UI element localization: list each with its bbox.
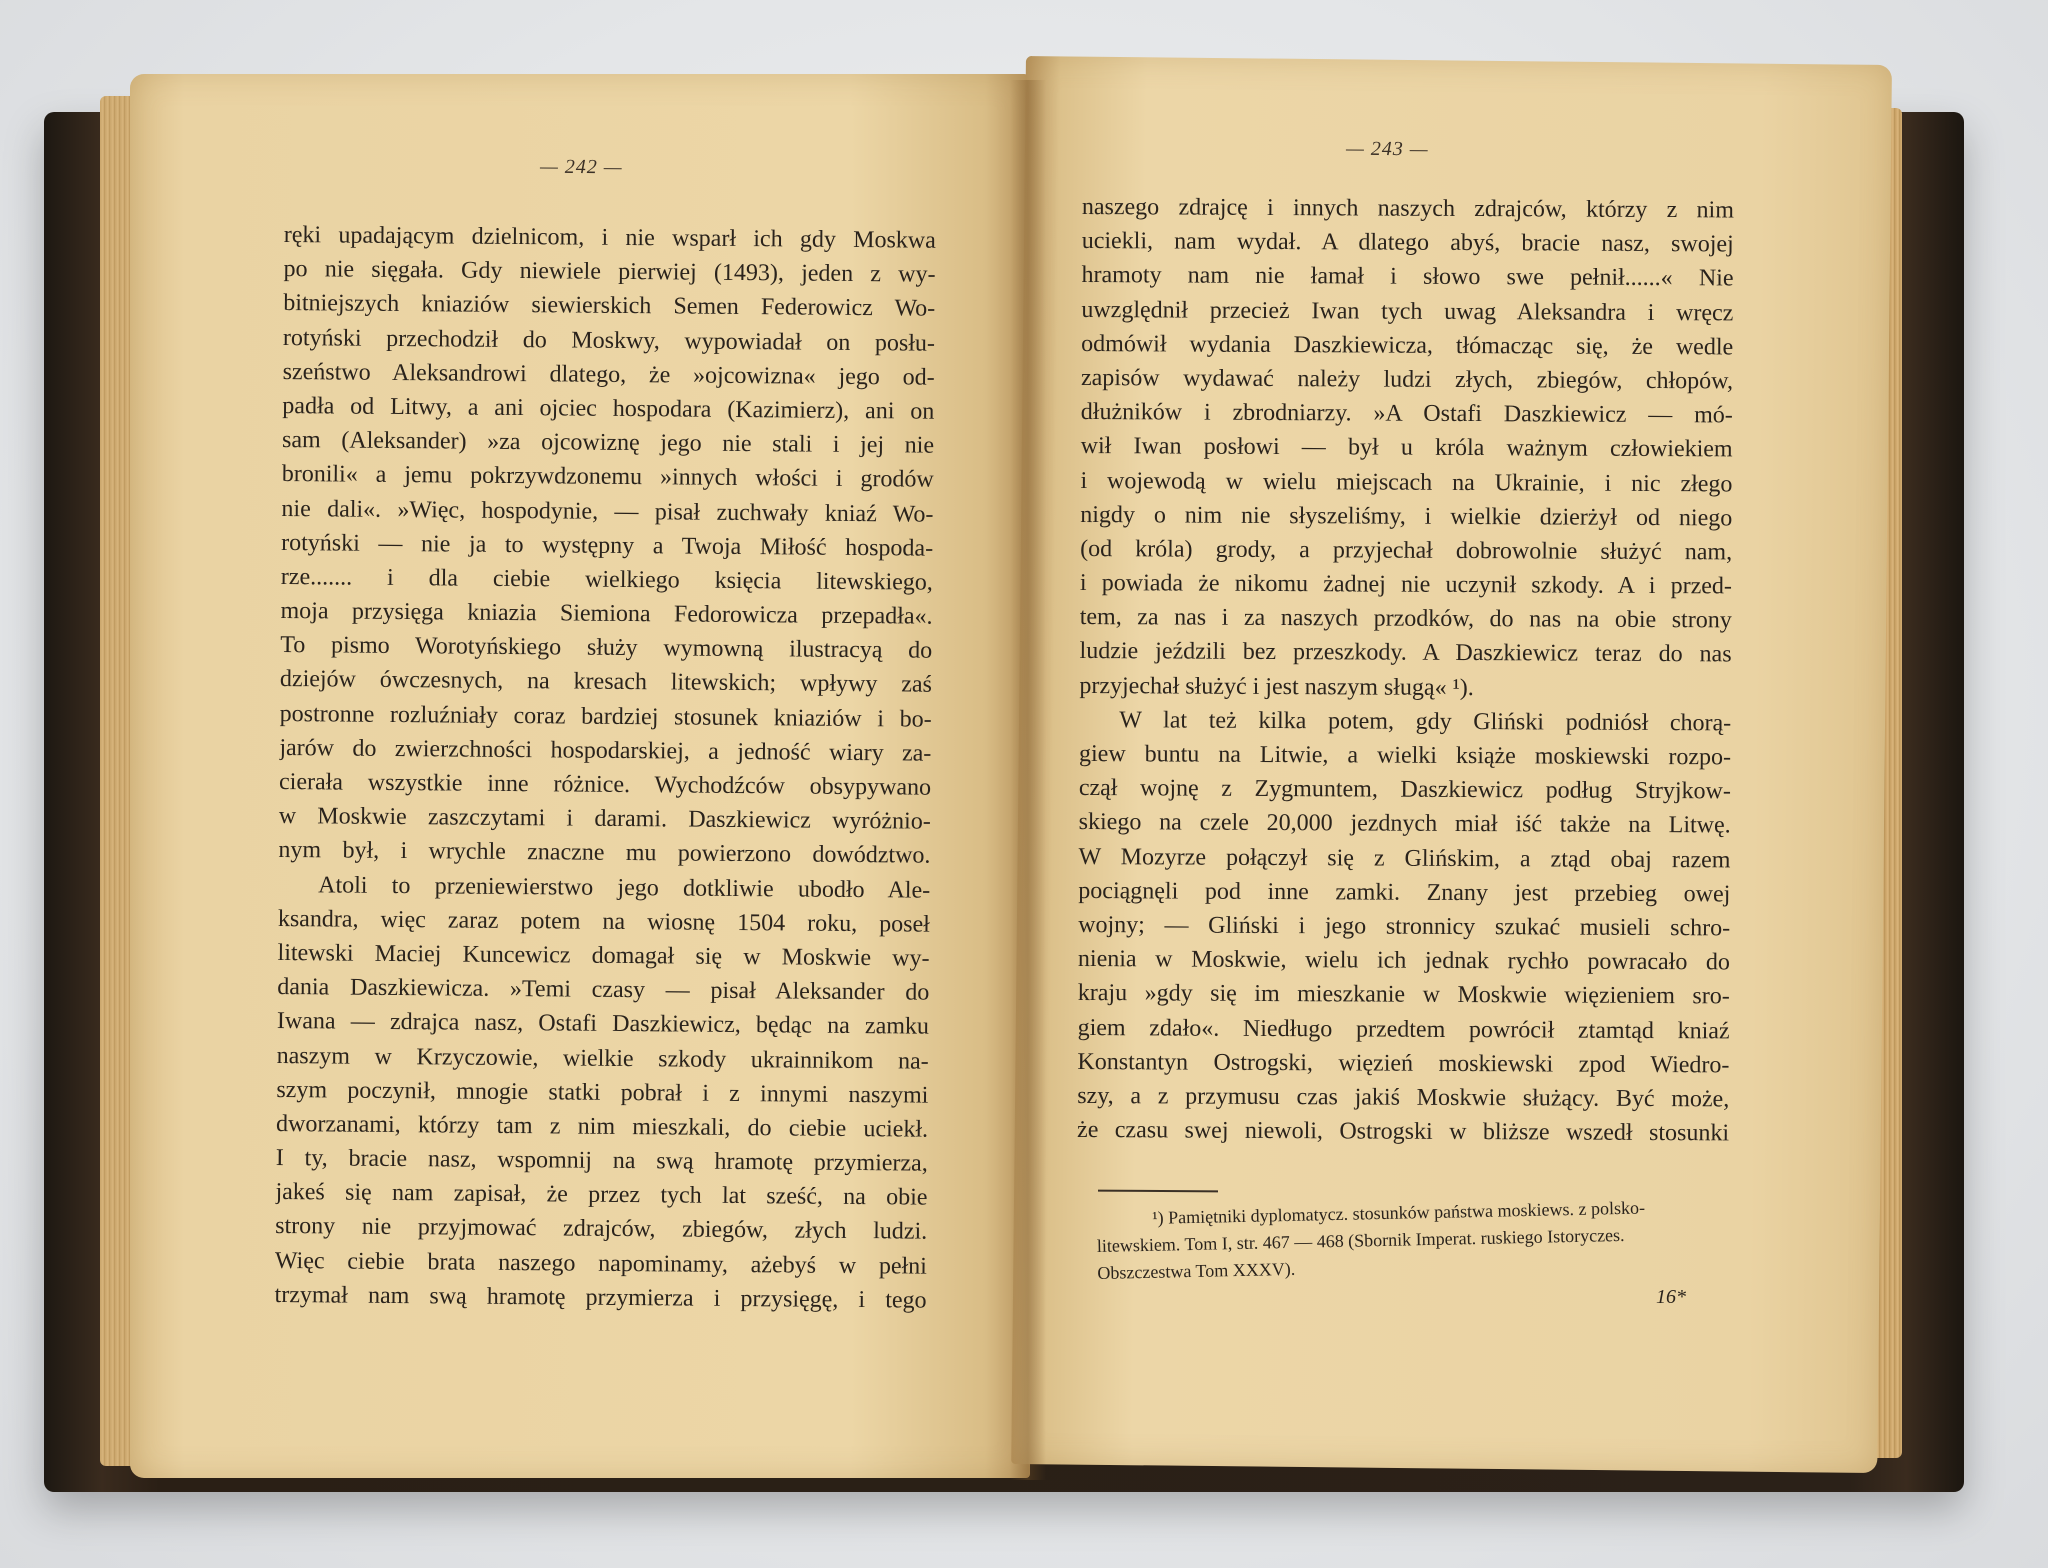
text-line: W lat też kilka potem, gdy Gliński podniósł chorą-	[1119, 707, 1732, 737]
text-line: skiego na czele 20,000 jezdnych miał iść także na Litwę.	[1078, 809, 1731, 839]
text-line: To pismo Worotyńskiego służy wymowną ilustracyą do	[280, 632, 933, 664]
text-line: dziejów ówczesnych, na kresach litewskich; wpływy zaś	[279, 666, 933, 699]
text-line: rotyński przechodził do Moskwy, wypowiadał on posłu-	[282, 324, 936, 357]
text-line: hramoty nam nie łamał i słowo swe pełnił......« Nie	[1081, 262, 1734, 292]
text-line: i powiada że nikomu żadnej nie uczynił szkody. A i przed-	[1079, 570, 1733, 600]
text-line: szeństwo Aleksandrowi dlatego, że »ojcowizna« jego od-	[282, 358, 935, 391]
text-line: zapisów wydawać należy ludzi złych, zbiegów, chłopów,	[1080, 364, 1734, 395]
signature-mark: 16*	[1656, 1286, 1686, 1308]
footnote-line: Obszczestwa Tom XXXV).	[1097, 1258, 1296, 1283]
text-line: dania Daszkiewicza. »Temi czasy — pisał Aleksander do	[277, 974, 930, 1006]
text-line: czął wojnę z Zygmuntem, Daszkiewicz podług Stryjkow-	[1078, 775, 1731, 805]
text-line: (od króla) grody, a przyjechał dobrowolnie służyć nam,	[1080, 535, 1733, 566]
text-line: dworzanami, którzy tam z nim mieszkali, do ciebie uciekł.	[275, 1110, 929, 1143]
text-line: giew buntu na Litwie, a wielki książe moskiewski rozpo-	[1078, 740, 1732, 771]
text-line: że czasu swej niewoli, Ostrogski w bliższe wszedł stosunki	[1077, 1117, 1730, 1147]
text-line: naszego zdrajcę i innych naszych zdrajców, którzy z nim	[1081, 193, 1734, 224]
text-line: Iwana — zdrajca nasz, Ostafi Daszkiewicz, będąc na zamku	[276, 1008, 930, 1040]
text-line: pociągnęli pod inne zamki. Znany jest przebieg owej	[1078, 877, 1731, 908]
footnote-line: litewskiem. Tom I, str. 467 — 468 (Sbornik Imperat. ruskiego Istoryczes.	[1096, 1224, 1625, 1256]
text-line: bronili« a jemu pokrzywdzonemu »innych włości i grodów	[281, 461, 934, 493]
text-line: Atoli to przeniewierstwo jego dotkliwie ubodło Ale-	[318, 871, 931, 904]
text-line: szym poczynił, mnogie statki pobrał i z innymi naszymi	[276, 1076, 929, 1109]
text-line: jarów do zwierzchności hospodarskiej, a jedność wiary za-	[279, 734, 932, 767]
text-line: strony nie przyjmować zdrajców, zbiegów, złych ludzi.	[275, 1213, 928, 1246]
text-line: W Mozyrze połączył się z Glińskim, a ztąd obaj razem	[1078, 843, 1731, 873]
right-page-number: — 243 —	[1345, 137, 1429, 161]
text-line: w Moskwie zaszczytami i darami. Daszkiewicz wyróżnio-	[278, 803, 931, 835]
right-page-text	[1077, 190, 1734, 1151]
text-line: sam (Aleksander) »za ojcowiznę jego nie stali i jej nie	[281, 427, 935, 459]
text-line: uciekli, nam wydał. A dlatego abyś, bracie nasz, swojej	[1081, 228, 1734, 258]
text-line: litewski Maciej Kuncewicz domagał się w Moskwie wy-	[277, 939, 930, 972]
text-line: tem, za nas i za naszych przodków, do nas na obie strony	[1079, 604, 1732, 634]
text-line: giem zdało«. Niedługo przedtem powrócił ztamtąd kniaź	[1077, 1014, 1730, 1044]
book-gutter	[1010, 80, 1046, 1480]
text-line: po nie sięgała. Gdy niewiele pierwiej (1493), jeden z wy-	[283, 256, 936, 288]
text-line: Konstantyn Ostrogski, więzień moskiewski zpod Wiedro-	[1077, 1048, 1730, 1079]
footnote-line: ¹) Pamiętniki dyplomatycz. stosunków państwa moskiews. z polsko-	[1152, 1197, 1646, 1228]
text-line: ksandra, więc zaraz potem na wiosnę 1504 roku, poseł	[277, 905, 930, 938]
left-page-text	[274, 218, 936, 1318]
text-line: ręki upadającym dzielnicom, i nie wsparł ich gdy Moskwa	[283, 221, 936, 254]
text-line: odmówił wydania Daszkiewicza, tłómacząc się, że wedle	[1081, 330, 1734, 361]
text-line: moja przysięga kniazia Siemiona Fedorowicza przepadła«.	[280, 598, 933, 630]
text-line: rze....... i dla ciebie wielkiego księcia litewskiego,	[280, 563, 933, 596]
text-line: kraju »gdy się im mieszkanie w Moskwie więzieniem sro-	[1077, 980, 1730, 1010]
left-page-number: — 242 —	[539, 155, 623, 179]
footnote	[1096, 1193, 1738, 1287]
text-line: cierała wszystkie inne różnice. Wychodźców obsypywano	[278, 768, 932, 801]
text-line: szy, a z przymusu czas jakiś Moskwie służący. Być może,	[1077, 1082, 1730, 1113]
text-line: nienia w Moskwie, wielu ich jednak rychło powracało do	[1077, 946, 1731, 976]
text-line: I ty, bracie nasz, wspomnij na swą hramotę przymierza,	[275, 1145, 928, 1177]
text-line: Więc ciebie brata naszego napominamy, ażebyś w pełni	[274, 1247, 927, 1280]
text-line: postronne rozluźniały coraz bardziej stosunek kniaziów i bo-	[279, 700, 932, 733]
text-line: rotyński — nie ja to występny a Twoja Miłość hospoda-	[281, 529, 934, 562]
text-line: przyjechał służyć i jest naszym sługą« ¹).	[1079, 672, 1474, 701]
text-line: nym był, i wrychle znaczne mu powierzono dowództwo.	[278, 837, 931, 870]
text-line: i wojewodą w wielu miejscach na Ukrainie, i nic złego	[1080, 467, 1733, 497]
text-line: nie dali«. »Więc, hospodynie, — pisał zuchwały kniaź Wo-	[281, 495, 934, 528]
text-line: ludzie jeździli bez przeszkody. A Daszkiewicz teraz do nas	[1079, 638, 1732, 668]
text-line: dłużników i zbrodniarzy. »A Ostafi Daszkiewicz — mó-	[1080, 399, 1733, 429]
text-line: padła od Litwy, a ani ojciec hospodara (Kazimierz), ani on	[282, 392, 935, 425]
text-line: nigdy o nim nie słyszeliśmy, i wielkie dzierżył od niego	[1080, 501, 1733, 532]
text-line: bitniejszych kniaziów siewierskich Semen Federowicz Wo-	[283, 290, 936, 323]
text-line: jakeś się nam zapisał, że przez tych lat sześć, na obie	[275, 1179, 928, 1211]
text-line: wił Iwan posłowi — był u króla ważnym człowiekiem	[1080, 433, 1733, 463]
text-line: uwzględnił przecież Iwan tych uwag Aleksandra i wręcz	[1081, 296, 1734, 326]
text-line: wojny; — Gliński i jego stronnicy szukać musieli schro-	[1078, 911, 1731, 942]
text-line: naszym w Krzyczowie, wielkie szkody ukrainnikom na-	[276, 1042, 929, 1075]
text-line: trzymał nam swą hramotę przymierza i przysięgę, i tego	[274, 1281, 927, 1314]
